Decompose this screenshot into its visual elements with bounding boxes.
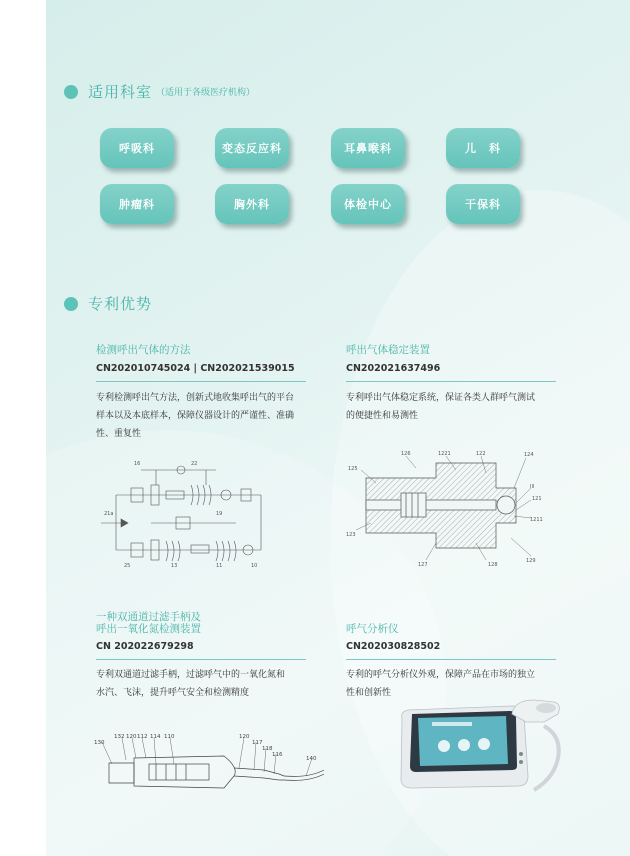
svg-text:25: 25 <box>124 563 131 569</box>
svg-text:16: 16 <box>134 461 141 467</box>
dept-checkup: 体检中心 <box>331 184 405 224</box>
dept-veteran-care: 干保科 <box>446 184 520 224</box>
svg-text:19: 19 <box>216 511 223 517</box>
svg-text:123: 123 <box>346 532 356 538</box>
svg-text:114: 114 <box>150 734 161 740</box>
svg-text:129: 129 <box>526 558 536 564</box>
patent-figure-flow-diagram <box>96 455 271 570</box>
dept-ent: 耳鼻喉科 <box>331 128 405 168</box>
svg-text:118: 118 <box>262 746 273 752</box>
patent-description: 专利双通道过滤手柄，过滤呼气中的一氧化氮和 水汽、飞沫，提升呼气安全和检测精度 <box>96 670 286 698</box>
svg-text:122: 122 <box>476 451 486 457</box>
patents-heading <box>64 293 152 314</box>
svg-text:125: 125 <box>348 466 358 472</box>
svg-text:126: 126 <box>401 451 411 457</box>
svg-text:116: 116 <box>272 752 283 758</box>
dept-pediatrics: 儿 科 <box>446 128 520 168</box>
patent-description: 专利呼出气体稳定系统，保证各类人群呼气测试 的便捷性和易测性 <box>346 393 536 421</box>
patent-title: 一种双通道过滤手柄及 呼出一氧化氮检测装置 <box>96 611 201 635</box>
svg-text:120: 120 <box>239 734 250 740</box>
patent-figure-filter-handle <box>94 728 324 803</box>
patent-description: 专利检测呼出气方法，创新式地收集呼出气的平台 样本以及本底样本，保障仪器设计的严谨性、准确 性、重复性 <box>96 393 295 439</box>
departments-subtitle: （适用于各级医疗机构） <box>156 88 256 98</box>
breath-analyzer-device-image <box>394 696 564 796</box>
svg-text:132: 132 <box>114 734 125 740</box>
svg-text:1211: 1211 <box>530 517 543 523</box>
svg-text:121: 121 <box>532 496 542 502</box>
svg-text:11: 11 <box>216 563 223 569</box>
patent-title: 呼气分析仪 <box>346 623 399 635</box>
departments-title: 适用科室 <box>88 83 153 101</box>
svg-text:21a: 21a <box>104 511 114 517</box>
svg-text:127: 127 <box>418 562 428 568</box>
svg-text:120: 120 <box>126 734 137 740</box>
patent-title: 呼出气体稳定装置 <box>346 344 430 356</box>
bullet-dot-icon <box>64 85 78 99</box>
patent-number: CN202010745024 | CN202021539015 <box>96 363 295 374</box>
dept-oncology: 肿瘤科 <box>100 184 174 224</box>
divider <box>96 381 306 382</box>
patent-number: CN 202022679298 <box>96 641 194 652</box>
svg-text:13: 13 <box>171 563 178 569</box>
patent-figure-cross-section <box>346 448 546 568</box>
dept-respiratory: 呼吸科 <box>100 128 174 168</box>
patent-description: 专利的呼气分析仪外观，保障产品在市场的独立 性和创新性 <box>346 670 536 698</box>
divider <box>346 381 556 382</box>
patent-number: CN202021637496 <box>346 363 441 374</box>
brochure-page <box>46 0 630 856</box>
bullet-dot-icon <box>64 297 78 311</box>
dept-allergy: 变态反应科 <box>215 128 289 168</box>
svg-text:112: 112 <box>137 734 148 740</box>
svg-text:22: 22 <box>191 461 198 467</box>
svg-text:1221: 1221 <box>438 451 451 457</box>
svg-text:117: 117 <box>252 740 263 746</box>
patent-title: 检测呼出气体的方法 <box>96 344 191 356</box>
svg-text:III: III <box>530 484 535 490</box>
svg-text:130: 130 <box>94 740 105 746</box>
svg-text:10: 10 <box>251 563 258 569</box>
divider <box>346 659 556 660</box>
svg-text:110: 110 <box>164 734 175 740</box>
svg-text:128: 128 <box>488 562 498 568</box>
dept-thoracic: 胸外科 <box>215 184 289 224</box>
patent-number: CN202030828502 <box>346 641 441 652</box>
divider <box>96 659 306 660</box>
departments-heading <box>64 81 255 102</box>
svg-text:124: 124 <box>524 452 534 458</box>
patents-title: 专利优势 <box>88 295 153 313</box>
svg-text:140: 140 <box>306 756 317 762</box>
